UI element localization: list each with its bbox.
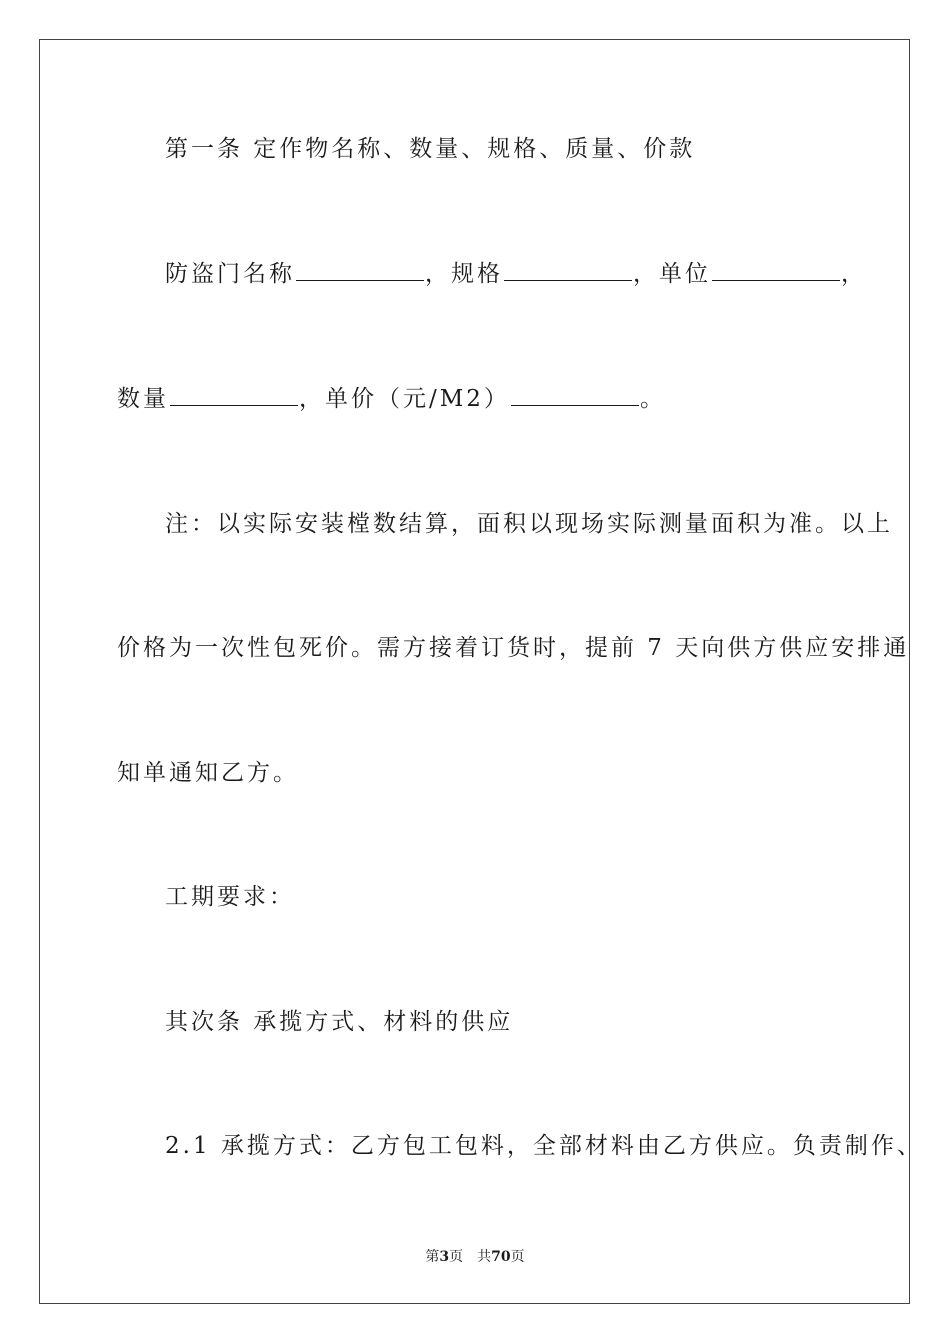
footer-current-page: 3	[439, 1249, 450, 1265]
note-paragraph-line-3: 知单通知乙方。	[117, 760, 299, 786]
footer-total-prefix: 共	[477, 1249, 492, 1265]
clause-2-heading: 其次条 承揽方式、材料的供应	[165, 1009, 514, 1035]
form-line-door-spec	[165, 259, 867, 289]
footer-page-suffix: 页	[449, 1249, 464, 1265]
footer-prefix: 第	[425, 1249, 440, 1265]
page-footer	[0, 1246, 950, 1266]
blank-quantity[interactable]	[170, 385, 298, 406]
page-border	[39, 39, 910, 1304]
blank-door-name[interactable]	[296, 260, 424, 281]
line-trail-period: 。	[639, 386, 666, 412]
blank-spec[interactable]	[504, 260, 632, 281]
label-door-name: 防盗门名称	[165, 261, 295, 287]
footer-total-pages: 70	[491, 1249, 511, 1265]
blank-unit-price[interactable]	[511, 385, 639, 406]
schedule-heading: 工期要求：	[165, 884, 295, 910]
footer-total-suffix: 页	[510, 1249, 525, 1265]
label-unit: ，单位	[633, 261, 711, 287]
label-quantity: 数量	[117, 386, 169, 412]
line-trail-comma: ，	[841, 261, 867, 287]
label-spec: ，规格	[425, 261, 503, 287]
note-paragraph-line-2: 价格为一次性包死价。需方接着订货时，提前 7 天向供方供应安排通	[117, 635, 910, 661]
blank-unit[interactable]	[712, 260, 840, 281]
form-line-qty-price	[117, 384, 666, 414]
clause-2-1-text: 2.1 承揽方式：乙方包工包料，全部材料由乙方供应。负责制作、	[165, 1133, 923, 1159]
clause-1-heading: 第一条 定作物名称、数量、规格、质量、价款	[165, 136, 696, 162]
note-paragraph-line-1: 注：以实际安装樘数结算，面积以现场实际测量面积为准。以上	[165, 511, 893, 537]
label-unit-price: ，单价（元/M2）	[299, 386, 510, 412]
